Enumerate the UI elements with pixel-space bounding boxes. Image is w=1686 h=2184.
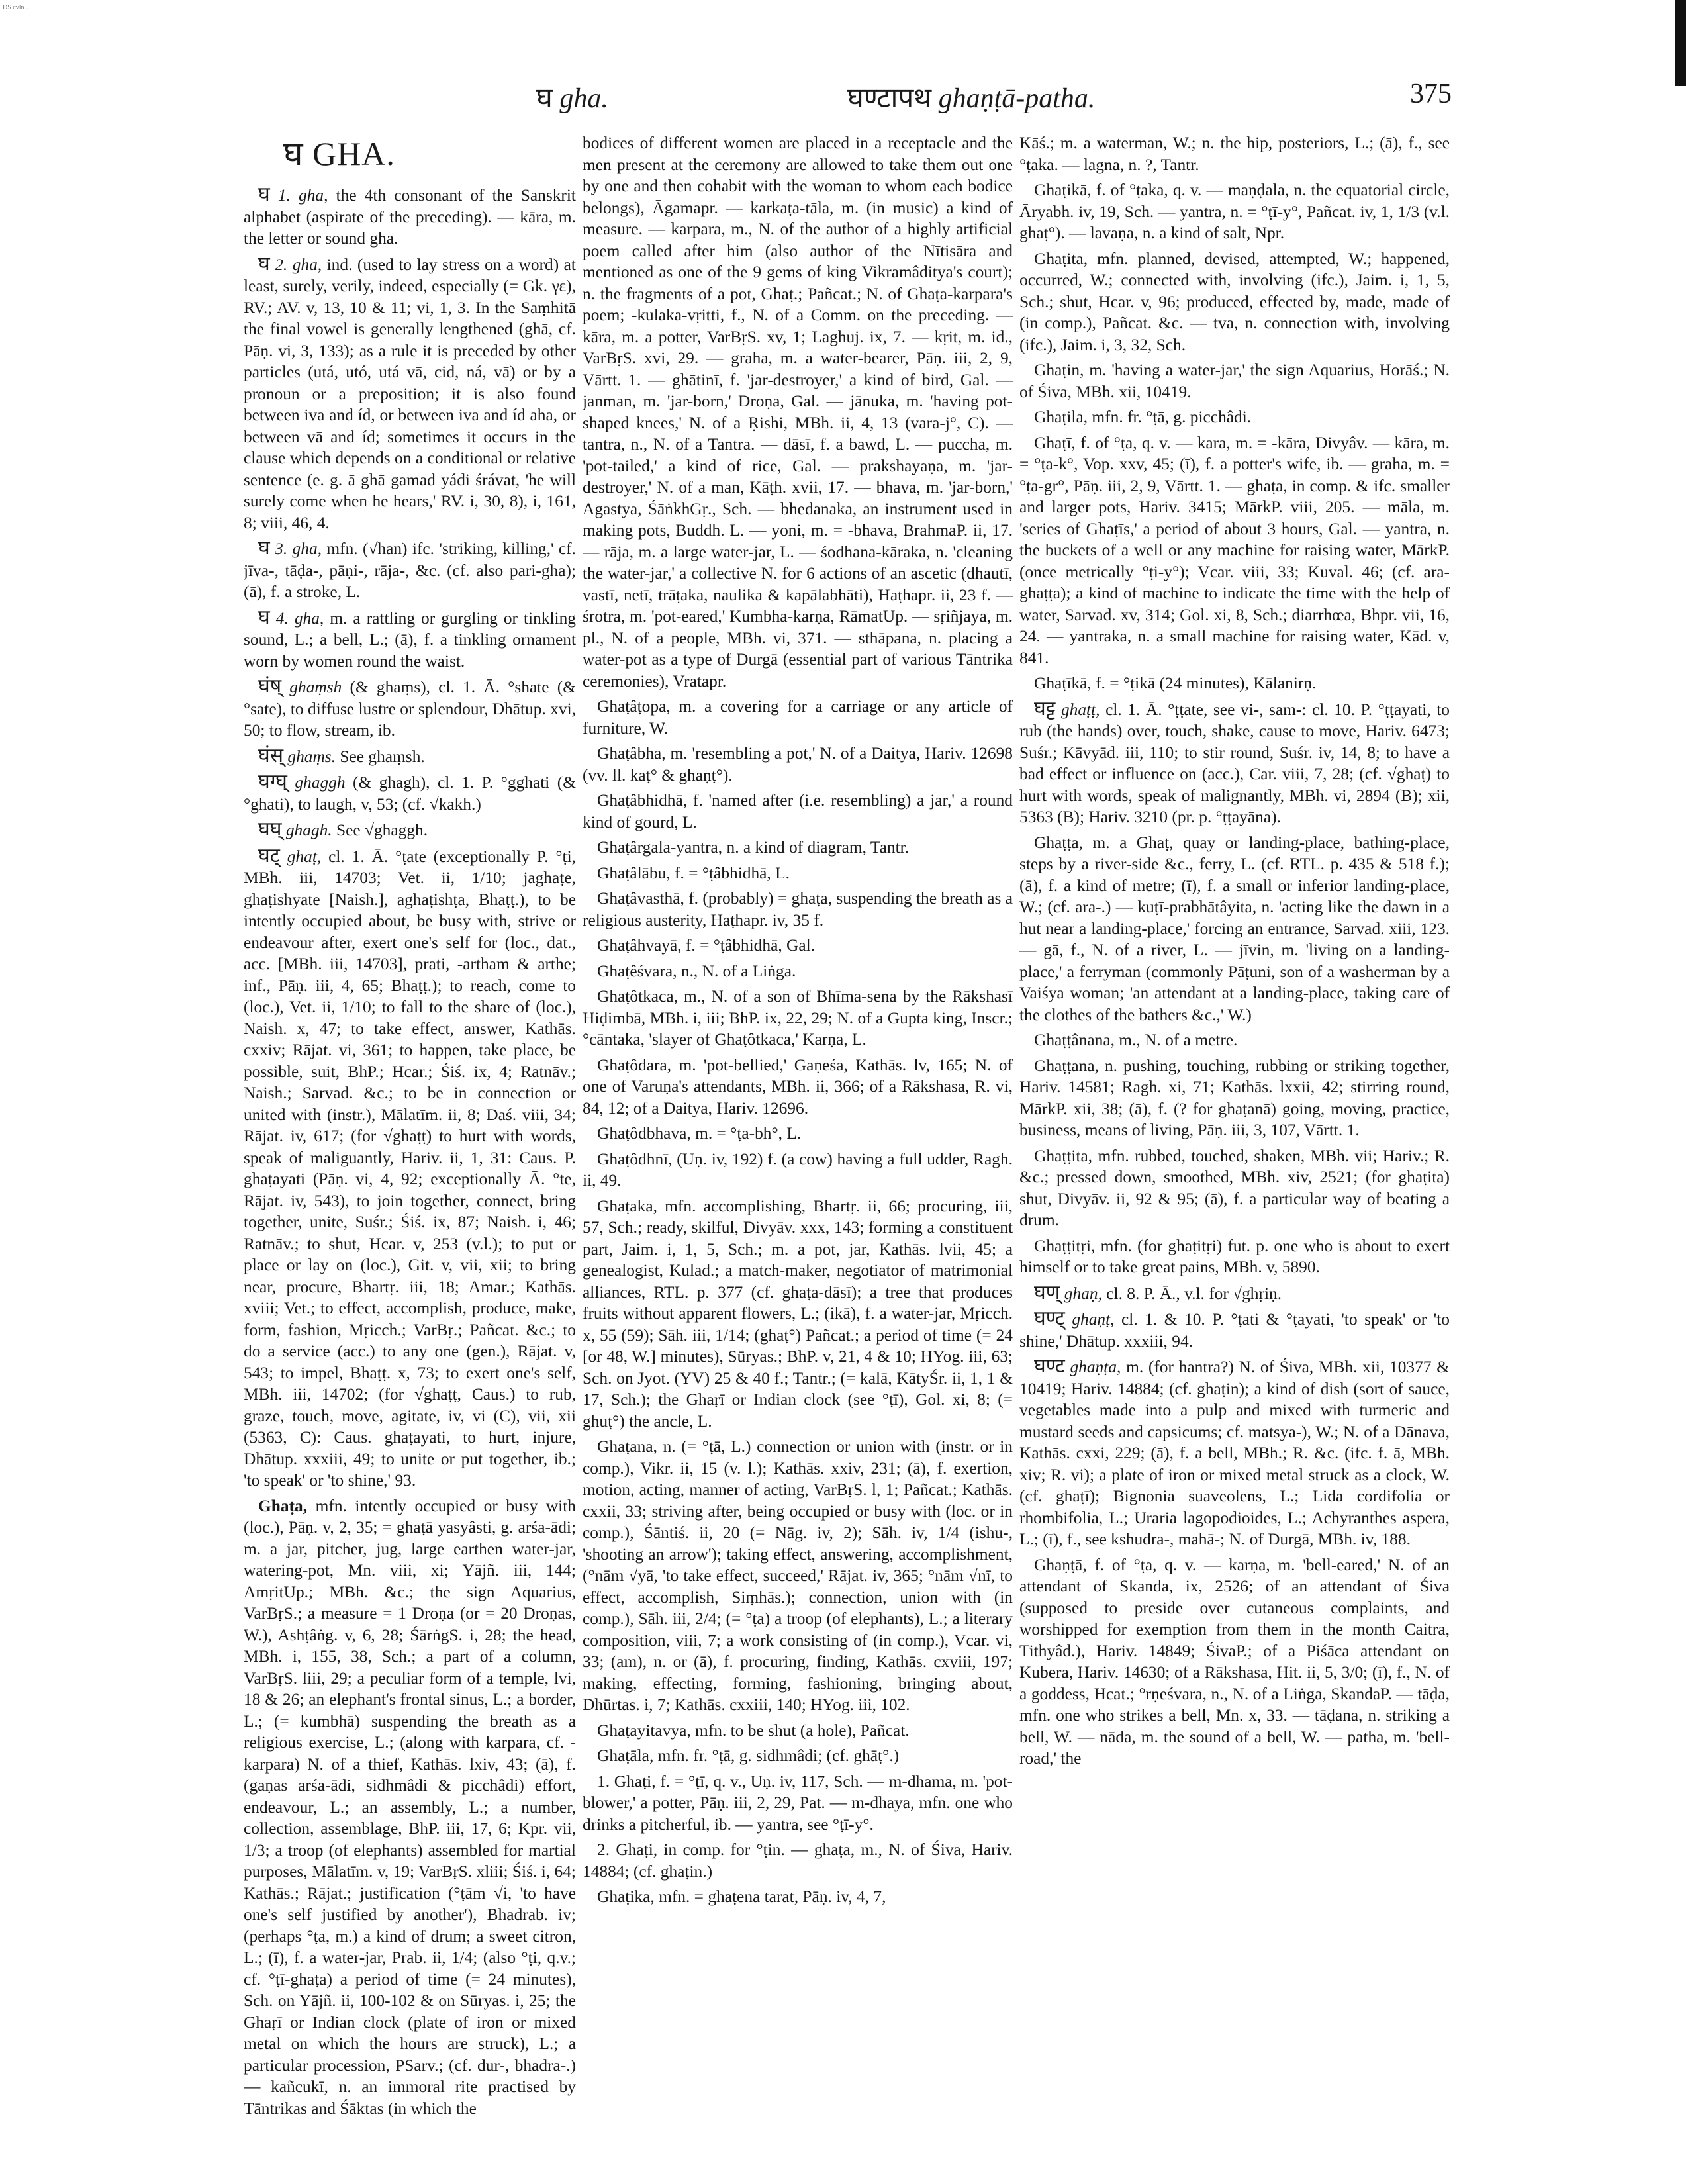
entry-devanagari: घ [258, 183, 270, 206]
dictionary-paragraph: Ghaṭôtkaca, m., N. of a son of Bhīma-sena by the Rākshasī Hiḍimbā, MBh. i, iii; BhP. ix, 22, 29; N. of a Gupta king, Inscr.; °cāntaka, 'slayer of Ghaṭôtkaca,' Karṇa, L. [583, 987, 1013, 1049]
dictionary-entry [1019, 832, 1450, 1026]
dictionary-paragraph: Ghaṭôdara, m. 'pot-bellied,' Gaṇeśa, Kathās. lv, 165; N. of one of Varuṇa's attendants, MBh. ii, 366; of a Rākshasa, R. vi, 84, 12; of a Daitya, Hariv. 12696. [583, 1055, 1013, 1117]
dictionary-paragraph: Ghaṭâlābu, f. = °ṭâbhidhā, L. [597, 863, 790, 882]
dictionary-entry [1019, 1554, 1450, 1770]
entry-devanagari: घ [258, 536, 270, 559]
entry-devanagari: घंस् [258, 743, 284, 767]
dictionary-entry [583, 132, 1013, 692]
entry-definition: (& ghaṃs), cl. 1. Ā. °shate (& °sate), to diffuse lustre or splendour, Dhātup. xvi, 50; to flow, stream, ib. [244, 678, 576, 739]
dictionary-paragraph: 1. Ghaṭi, f. = °ṭī, q. v., Uṇ. iv, 117, Sch. — m-dhama, m. 'pot-blower,' a potter, Pāṇ. iii, 2, 29, Pat. — m-dhaya, mfn. one who drinks a pitcherful, ib. — yantra, see °ṭī-y°. [583, 1772, 1013, 1834]
column-3-part-b [1019, 832, 1450, 1278]
dictionary-entry [244, 184, 576, 250]
dictionary-paragraph: Ghaṭṭa, m. a Ghaṭ, quay or landing-place, bathing-place, steps by a river-side &c., ferry, L. (cf. RTL. p. 435 & 518 f.); (ā), f. a kind of metre; (ī), f. a small or inferior landing-place, W.; (cf. ara-.) — kuṭī-prabhātâyita, n. 'acting like the dawn in a hut near a landing-place,' forcing an entrance, Sarvad. xiii, 123. — gā, f., N. of a river, L. — jīvin, m. 'living on a landing-place,' a ferryman (commonly Pāṭuni, son of a washerman by a Vaiśya woman; 'an attendant at a landing-place, taking care of the clothes of the bathers &c.,' W.) [1019, 833, 1450, 1024]
dictionary-entry [1019, 1282, 1450, 1305]
entry-headword: ghaṇ, [1064, 1284, 1102, 1303]
entry-devanagari: घण्ट् [1034, 1307, 1065, 1330]
dictionary-entry [244, 745, 576, 768]
dictionary-entry [583, 837, 1013, 859]
section-heading-deva: घ [283, 134, 304, 173]
header-left [536, 78, 608, 116]
entry-headword: 1. gha, [277, 186, 328, 205]
entry-headword: ghaṭ, [287, 847, 322, 866]
header-left-deva: घ [536, 81, 553, 114]
entry-devanagari: घट् [258, 843, 280, 867]
entry-headword: ghaṃs. [287, 747, 336, 766]
entry-headword: ghaṭṭ, [1060, 700, 1100, 719]
dictionary-entry [244, 845, 576, 1492]
dictionary-entry [1019, 432, 1450, 669]
dictionary-entry [583, 1055, 1013, 1119]
entry-definition: See ghaṃsh. [340, 747, 425, 766]
dictionary-entry [583, 1745, 1013, 1767]
entry-definition: cl. 1. & 10. P. °ṭati & °ṭayati, 'to speak' or 'to shine,' Dhātup. xxxiii, 94. [1019, 1310, 1450, 1351]
entry-devanagari: घट्ट [1034, 696, 1056, 720]
dictionary-paragraph: Ghaṭī, f. of °ṭa, q. v. — kara, m. = -kāra, Divyâv. — kāra, m. = °ṭa-k°, Vop. xxv, 45; (ī), f. a potter's wife, ib. — graha, m. = °ṭa-gr°, Pāṇ. iii, 2, 9, Vārtt. 1. — ghaṭa, in comp. & ifc. smaller and larger pots, Hariv. 3415; MārkP. viii, 205. — māla, m. 'series of Ghaṭīs,' a period of about 3 hours, Gal. — yantra, n. the buckets of a well or any machine for raising water, MārkP. (once metrically °ṭi-y°); Vcar. viii, 33; Kuval. 46; (cf. ara-ghaṭṭa); a kind of machine to indicate the time with the help of water, Sarvad. xv, 314; Gol. xi, 8, Sch.; diarrhœa, Bhpr. vii, 16, 24. — yantraka, n. a small machine for raising water, Kād. v, 841. [1019, 433, 1450, 667]
entry-definition: cl. 8. P. Ā., v.l. for √ghṛiṇ. [1106, 1284, 1282, 1303]
dictionary-entry [583, 1771, 1013, 1836]
dictionary-entry [244, 538, 576, 603]
dictionary-entry [244, 771, 576, 815]
dictionary-entry [583, 1436, 1013, 1716]
dictionary-paragraph: Ghaṭṭânana, m., N. of a metre. [1034, 1031, 1238, 1049]
column-2 [583, 132, 1013, 2164]
scan-edge-bar [1675, 0, 1686, 86]
dictionary-paragraph: 2. Ghaṭi, in comp. for °ṭin. — ghaṭa, m., N. of Śiva, Hariv. 14884; (cf. ghaṭin.) [583, 1840, 1013, 1881]
dictionary-entry [1019, 179, 1450, 244]
entry-headword: ghagh. [285, 821, 332, 839]
entry-definition: cl. 1. Ā. °ṭṭate, see vi-, sam-: cl. 10. P. °ṭṭayati, to rub (the hands) over, touch, shake, cause to move, Hariv. 6473; Suśr.; Kāvyād. iii, 110; to stir round, Suśr. iv, 14, 8; to have a bad effect or influence on (acc.), Car. viii, 7, 28; (cf. √ghaṭ) to hurt with words, speak of malignantly, MBh. vi, 2894 (B); xii, 5363 (B); Hariv. 3210 (pr. p. °ṭṭayāna). [1019, 700, 1450, 826]
entry-definition: cl. 1. Ā. °ṭate (exceptionally P. °ṭi, MBh. iii, 14703; Vet. ii, 1/10; jaghaṭe, ghaṭishyate [Naish.], aghaṭishṭa, Bhaṭṭ.), to be intently occupied about, be busy with, strive or endeavour after, exert one's self for (loc., dat., acc. [MBh. iii, 14703], prati, -artham & arthe; inf., Pāṇ. iii, 4, 65; Bhaṭṭ.); to reach, come to (loc.), Vet. ii, 1/10; to fall to the share of (loc.), Naish. x, 47; to take effect, answer, Kathās. cxxiv; Rājat. vi, 361; to happen, take place, be possible, suit, BhP.; Hcar.; Śiś. ix, 4; Ratnāv.; Naish.; Sarvad. &c.; to be in connection or united with (instr.), Mālatīm. ii, 8; Daś. viii, 34; Rājat. iv, 617; (for √ghaṭṭ) to hurt with words, speak of maliguantly, Hariv. ii, 1, 31: Caus. P. ghaṭayati (Pāṇ. vi, 4, 92; exceptionally Ā. °te, Rājat. iv, 543), to join together, connect, bring together, unite, Suśr.; Śiś. ix, 87; Naish. i, 46; Ratnāv.; to shut, Hcar. v, 253 (v.l.); to put or place or lay on (loc.), Git. v, vii, xii; to bring near, procure, Bhartṛ. iii, 18; Amar.; Kathās. xviii; Vet.; to effect, accomplish, produce, make, form, fashion, Mṛicch.; VarBṛ.; Pañcat. &c.; to do a service (acc.) to any one (gen.), Rājat. v, 543; to impel, Bhaṭṭ. x, 73; to exert one's self, MBh. iii, 14702; (for √ghaṭṭ, Caus.) to rub, graze, touch, move, agitate, iv, vi (C), vii, xii (5363, C): Caus. ghaṭayati, to hurt, injure, Dhātup. xxxiii, 49; to unite or put together, ib.; 'to speak' or 'to shine,' 93. [244, 847, 576, 1490]
entry-headword: 2. gha, [275, 255, 322, 274]
entry-definition: ind. (used to lay stress on a word) at least, surely, verily, indeed, especially (= Gk. γε), RV.; AV. v, 13, 10 & 11; vi, 1, 3. In the Saṃhitā the final vowel is generally lengthened (ghā, cf. Pāṇ. vi, 3, 133); as a rule it is preceded by other particles (utá, utó, utá vā, cid, ná, vā) or by a pronoun or a preposition; it is also found between iva and íd, or between iva and íd aha, or between vā and íd; sometimes it occurs in the clause which depends on a conditional or relative sentence (e. g. ā ghā gamad yádi śrávat, 'he will surely come when he hears,' RV. i, 30, 8), i, 161, 8; viii, 46, 4. [244, 255, 576, 532]
column-3-stub-entries [1019, 1282, 1450, 1550]
column-3-part-a [1019, 132, 1450, 694]
dictionary-entry [1019, 1055, 1450, 1141]
dictionary-entry [583, 1839, 1013, 1882]
dictionary-entry [1019, 1235, 1450, 1278]
dictionary-entry [1019, 1308, 1450, 1352]
column-1-entries [244, 184, 576, 2119]
entry-definition: See √ghaggh. [336, 821, 428, 839]
dictionary-entry [583, 863, 1013, 884]
dictionary-entry [583, 1149, 1013, 1192]
dictionary-paragraph: Ghaṭâbha, m. 'resembling a pot,' N. of a Daitya, Hariv. 12698 (vv. ll. kaṭ° & ghaṇṭ°). [583, 744, 1013, 784]
header-center-latin: ghaṇṭā-patha. [938, 83, 1096, 114]
dictionary-paragraph: Ghaṭikā, f. of °ṭaka, q. v. — maṇḍala, n. the equatorial circle, Āryabh. iv, 19, Sch. — yantra, n. = °ṭī-y°, Pañcat. iv, 1, 1/3 (v.l. ghaṭ°). — lavaṇa, n. a kind of salt, Npr. [1019, 181, 1450, 242]
dictionary-paragraph: Ghaṭana, n. (= °ṭā, L.) connection or union with (instr. or in comp.), Vikr. ii, 15 (v. l.); Kathās. xxiv, 231; (ā), f. exertion, motion, acting, manner of acting, VarBṛS. l, 1; Pañcat.; Kathās. cxxii, 33; striving after, being occupied or busy with (loc. or in comp.), Śāntiś. ii, 20 (= Nāg. iv, 2); Sāh. iv, 1/4 (ishu-, 'shooting an arrow'); taking effect, answering, accomplishment, (°nām √yā, 'to take effect, succeed,' Rājat. iv, 365; °nām √nī, to effect, accomplish, Siṃhās.); connection, union with (in comp.), Sāh. iii, 2/4; (= °ṭa) a troop (of elephants), L.; a literary composition, viii, 7; a work consisting of (in comp.), Vcar. vi, 33; (am), n. or (ā), f. procuring, finding, Kathās. cxviii, 197; making, effecting, forming, fashioning, bringing about, Dhūrtas. i, 7; Kathās. cxxiii, 140; HYog. iii, 102. [583, 1437, 1013, 1714]
dictionary-paragraph: bodices of different women are placed in a receptacle and the men present at the ceremony are allowed to take them out one by one and then cohabit with the woman to whom each bodice belongs), Āgamapr. — karkaṭa-tāla, m. (in music) a kind of measure. — karpara, m., N. of the author of a highly artificial poem called after him (also author of the Nītisāra and mentioned as one of the 9 gems of king Vikramâditya's court); n. the fragments of a pot, Ghaṭ.; Pañcat.; N. of Ghaṭa-karpara's poem; -kulaka-vṛitti, f., N. of a Comm. on the preceding. — kāra, m. a potter, VarBṛS. xv, 1; Laghuj. ix, 7. — kṛit, m. id., VarBṛS. xvi, 29. — graha, m. a water-bearer, Pāṇ. iii, 2, 9, Vārtt. 1. — ghātinī, f. 'jar-destroyer,' a kind of bird, Gal. — janman, m. 'jar-born,' Droṇa, Gal. — jānuka, m. 'having pot-shaped knees,' N. of a Ṛishi, MBh. ii, 4, 13 (vara-j°, C). — tantra, n., N. of a Tantra. — dāsī, f. a bawd, L. — puccha, m. 'pot-tailed,' a kind of rice, Gal. — prakshayaṇa, m. 'jar-destroyer,' N. of a man, Kāṭh. xvii, 17. — bhava, m. 'jar-born,' Agastya, ŚāṅkhGṛ., Sch. — bhedanaka, an instrument used in making pots, Buddh. L. — yoni, m. = -bhava, BrahmaP. ii, 17. — rāja, m. a large water-jar, L. — śodhana-kāraka, n. 'cleaning the water-jar,' a collective N. for 6 actions of an ascetic (dhautī, vastī, netī, trāṭaka, naulika & kapālabhāti), Haṭhapr. ii, 23 f. — śrotra, m. 'pot-eared,' Kumbha-karṇa, RāmatUp. — sṛiñjaya, m. pl., N. of a people, MBh. vi, 371. — sthāpana, n. placing a water-pot as a type of Durgā (essential part of various Tāntrika ceremonies), Vratapr. [583, 134, 1013, 690]
page-header [126, 78, 1452, 124]
dictionary-paragraph: Ghaṭāla, mfn. fr. °ṭā, g. sidhmâdi; (cf. ghāṭ°.) [597, 1746, 900, 1765]
dictionary-paragraph: Ghaṭôdbhava, m. = °ṭa-bh°, L. [597, 1124, 802, 1143]
dictionary-entry [244, 1496, 576, 2120]
entry-devanagari: घण्ट [1034, 1354, 1065, 1378]
dictionary-entry [1019, 1356, 1450, 1550]
entry-headword: ghaṃsh [289, 678, 342, 696]
entry-devanagari: घंष् [258, 675, 282, 698]
entry-definition: mfn. intently occupied or busy with (loc.), Pāṇ. v, 2, 35; = ghaṭā yasyâsti, g. arśa-ādi; m. a jar, pitcher, jug, large earthen water-jar, watering-pot, Mn. viii, xi; Yājñ. iii, 144; AmṛitUp.; MBh. &c.; the sign Aquarius, VarBṛS.; a measure = 1 Droṇa (or = 20 Droṇas, W.), Ashṭâṅg. v, 6, 28; ŚārṅgS. i, 28; the head, MBh. i, 155, 38, Sch.; a part of a column, VarBṛS. liii, 29; a peculiar form of a temple, lvi, 18 & 26; an elephant's frontal sinus, L.; a border, L.; (= kumbhā) suspending the breath as a religious exercise, L.; (along with karpara, cf. -karpara) N. of a thief, Kathās. lxiv, 43; (ā), f. (gaṇas arśa-ādi, sidhmâdi & picchâdi) effort, endeavour, L.; an assembly, L.; a number, collection, assemblage, BhP. iii, 17, 6; Kpr. vii, 1/3; a troop (of elephants) assembled for martial purposes, Mālatīm. v, 19; VarBṛS. xliii; Śiś. i, 64; Kathās.; Rājat.; justification (°ṭām √i, 'to have one's self justified by another'), Bhadrab. iv; (perhaps °ṭa, m.) a kind of drum; a sweet citron, L.; (ī), f. a water-jar, Prab. ii, 1/4; (also °ṭi, q.v.; cf. °ṭī-ghaṭa) a period of time (= 24 minutes), Sch. on Yājñ. ii, 100-102 & on Sūryas. i, 25; the Ghaṛī or Indian clock (plate of iron or mixed metal on which the hours are struck), L.; a particular procession, PSarv.; (cf. dur-, bhadra-.) — kañcukī, n. an immoral rite practised by Tāntrikas and Śāktas (in which the [244, 1496, 576, 2118]
column-3 [1019, 132, 1450, 2164]
dictionary-entry [1019, 1145, 1450, 1231]
header-center-deva: घण्टापथ [847, 81, 932, 114]
dictionary-paragraph: Ghaṭôdhnī, (Uṇ. iv, 192) f. (a cow) having a full udder, Ragh. ii, 49. [583, 1149, 1013, 1190]
entry-definition: m. a rattling or gurgling or tinkling sound, L.; a bell, L.; (ā), f. a tinkling ornament worn by women round the waist. [244, 608, 576, 671]
dictionary-entry [1019, 132, 1450, 175]
entry-definition: mfn. (√han) ifc. 'striking, killing,' cf. jīva-, tāḍa-, pāṇi-, rāja-, &c. (cf. also pari-gha); (ā), f. a stroke, L. [244, 540, 576, 601]
dictionary-entry-ghatt [1019, 698, 1450, 828]
dictionary-entry [1019, 359, 1450, 403]
column-3-part-c [1019, 1554, 1450, 1770]
column-1 [244, 132, 576, 2164]
dictionary-entry [583, 1123, 1013, 1145]
dictionary-paragraph: Ghaṭila, mfn. fr. °ṭā, g. picchâdi. [1034, 408, 1252, 426]
entry-definition: the 4th consonant of the Sanskrit alphabet (aspirate of the preceding). — kāra, m. the letter or sound gha. [244, 186, 576, 248]
dictionary-entry [583, 986, 1013, 1051]
dictionary-entry [583, 743, 1013, 786]
dictionary-entry [1019, 1029, 1450, 1051]
dictionary-paragraph: Ghaṭita, mfn. planned, devised, attempted, W.; happened, occurred, W.; connected with, involving (ifc.), Jaim. i, 1, 5, Sch.; shut, Hcar. v, 96; produced, effected by, made, made of (in comp.), Pañcat. &c. — tva, n. connection with, involving (ifc.), Jaim. i, 3, 32, Sch. [1019, 249, 1450, 354]
scan-mark: DS cvln ... [3, 4, 31, 11]
entry-devanagari: घ [258, 605, 270, 629]
dictionary-entry [583, 1886, 1013, 1908]
header-left-latin: gha. [559, 83, 608, 114]
dictionary-entry [583, 961, 1013, 982]
header-center [847, 78, 1095, 116]
entry-headword: 3. gha, [275, 540, 322, 558]
dictionary-paragraph: Ghaṭâhvayā, f. = °ṭâbhidhā, Gal. [597, 936, 816, 955]
dictionary-paragraph: Ghaṭṭana, n. pushing, touching, rubbing or striking together, Hariv. 14581; Ragh. xi, 71; Kathās. lxxii, 42; stirring round, MārkP. xii, 38; (ā), f. (? for ghaṭanā) going, moving, practice, business, means of living, Pāṇ. iii, 3, 107, Vārtt. 1. [1019, 1056, 1450, 1139]
entry-devanagari: घघ् [258, 818, 282, 841]
dictionary-paragraph: Ghaṭêśvara, n., N. of a Liṅga. [597, 961, 796, 980]
entry-headword: ghaṇṭ, [1072, 1310, 1115, 1329]
section-heading [283, 132, 576, 175]
dictionary-paragraph: Kāś.; m. a waterman, W.; n. the hip, posteriors, L.; (ā), f., see °ṭaka. — lagna, n. ?, Tantr. [1019, 134, 1450, 174]
dictionary-entry [583, 888, 1013, 931]
entry-definition: (& ghagh), cl. 1. P. °gghati (& °ghati), to laugh, v, 53; (cf. √kakh.) [244, 773, 576, 814]
dictionary-paragraph: Ghaṭṭitṛi, mfn. (for ghaṭitṛi) fut. p. one who is about to exert himself or to take great pains, MBh. v, 5890. [1019, 1236, 1450, 1276]
dictionary-paragraph: Ghaṭṭita, mfn. rubbed, touched, shaken, MBh. vii; Hariv.; R. &c.; pressed down, smoothed, MBh. xiv, 2521; (for ghaṭita) shut, Divyāv. ii, 92 & 95; (ā), f. a particular way of beating a drum. [1019, 1146, 1450, 1229]
dictionary-paragraph: Ghaṭâvasthā, f. (probably) = ghaṭa, suspending the breath as a religious austerity, Haṭhapr. iv, 35 f. [583, 889, 1013, 929]
section-heading-title: GHA. [312, 135, 395, 172]
column-2-body [583, 132, 1013, 1908]
dictionary-paragraph: Ghaṭīkā, f. = °ṭikā (24 minutes), Kālanirṇ. [1034, 674, 1317, 692]
entry-definition: m. (for hantra?) N. of Śiva, MBh. xii, 10377 & 10419; Hariv. 14884; (cf. ghaṭin); a kind of dish (sort of sauce, vegetables made into a pulp and mixed with turmeric and mustard seeds and capsicums; cf. matsya-), W.; N. of a Dānava, Kathās. cxxi, 229; (ā), f. a bell, MBh.; R. &c. (ifc. f. ā, MBh. xiv; R. vi); a plate of iron or mixed metal struck as a clock, W. (cf. ghaṭī); Bignonia suaveolens, L.; Lida cordifolia or rhombifolia, L.; Uraria lagopodioides, L.; Achyranthes aspera, L.; (ī), f., see kshudra-, mahā-; N. of Durgā, MBh. iv, 188. [1019, 1358, 1450, 1548]
dictionary-entry [244, 607, 576, 673]
dictionary-paragraph: Ghaṭin, m. 'having a water-jar,' the sign Aquarius, Horāś.; N. of Śiva, MBh. xii, 10419. [1019, 361, 1450, 401]
dictionary-entry [583, 1720, 1013, 1742]
dictionary-entry [1019, 673, 1450, 694]
dictionary-paragraph: Ghaṭaka, mfn. accomplishing, Bhartṛ. ii, 66; procuring, iii, 57, Sch.; ready, skilful, Divyāv. xxx, 143; forming a constituent part, Jaim. i, 1, 5, Sch.; m. a pot, jar, Kathās. lvii, 45; a genealogist, Kulad.; a match-maker, negotiator of matrimonial alliances, RTL. p. 377 (cf. ghaṭa-dāsī); a tree that produces fruits without apparent flowers, L.; (ikā), f. a water-jar, Mṛicch. x, 55 (59); Sāh. iii, 1/14; (ghaṭ°) Pañcat.; a period of time (= 24 [or 48, W.] minutes), Sūryas.; BhP. v, 21, 4 & 10; HYog. iii, 63; Sch. on Jyot. (YV) 25 & 40 f.; Tantr.; (= kalā, KātyŚr. ii, 1, 1 & 17, Sch.); the Ghaṛī or Indian clock (see °ṭī), Gol. xi, 8; (= ghuṭ°) the ancle, L. [583, 1196, 1013, 1431]
dictionary-entry [583, 790, 1013, 833]
dictionary-paragraph: Ghaṭika, mfn. = ghaṭena tarat, Pāṇ. iv, 4, 7, [597, 1887, 886, 1906]
entry-devanagari: घ [258, 252, 270, 275]
entry-headword: ghaṇṭa, [1070, 1358, 1121, 1376]
dictionary-paragraph: Ghaṇṭā, f. of °ṭa, q. v. — karṇa, m. 'bell-eared,' N. of an attendant of Skanda, ix, 2526; of an attendant of Śiva (supposed to preside over cutaneous complaints, and worshipped for exemption from them in the month Caitra, Tithyâd.), Hariv. 14849; ŚivaP.; of a Piśāca attendant on Kubera, Hariv. 14630; of a Rākshasa, Hit. ii, 5, 3/0; (ī), f., N. of a goddess, Hcat.; °rṇeśvara, n., N. of a Liṅga, SkandaP. — tāḍa, mfn. one who strikes a bell, Mn. x, 33. — tāḍana, n. striking a bell, W. — nāda, m. the sound of a bell, W. — patha, m. 'bell-road,' the [1019, 1555, 1450, 1768]
dictionary-entry [1019, 248, 1450, 356]
entry-devanagari: घण् [1034, 1280, 1060, 1304]
dictionary-entry [244, 819, 576, 841]
dictionary-paragraph: Ghaṭârgala-yantra, n. a kind of diagram, Tantr. [597, 838, 910, 857]
dictionary-entry [244, 254, 576, 534]
dictionary-entry [1019, 406, 1450, 428]
dictionary-entry [244, 676, 576, 741]
dictionary-entry [583, 935, 1013, 957]
entry-devanagari: घग्घ् [258, 770, 287, 793]
entry-headword: ghaggh [295, 773, 346, 792]
dictionary-paragraph: Ghaṭâṭopa, m. a covering for a carriage or any article of furniture, W. [583, 697, 1013, 737]
dictionary-paragraph: Ghaṭayitavya, mfn. to be shut (a hole), Pañcat. [597, 1721, 910, 1740]
entry-headword: 4. gha, [275, 608, 324, 628]
entry-headword: Ghaṭa, [258, 1496, 308, 1515]
page-number: 375 [1410, 79, 1452, 109]
dictionary-paragraph: Ghaṭâbhidhā, f. 'named after (i.e. resembling) a jar,' a round kind of gourd, L. [583, 791, 1013, 831]
dictionary-entry [583, 1196, 1013, 1433]
dictionary-entry [583, 696, 1013, 739]
